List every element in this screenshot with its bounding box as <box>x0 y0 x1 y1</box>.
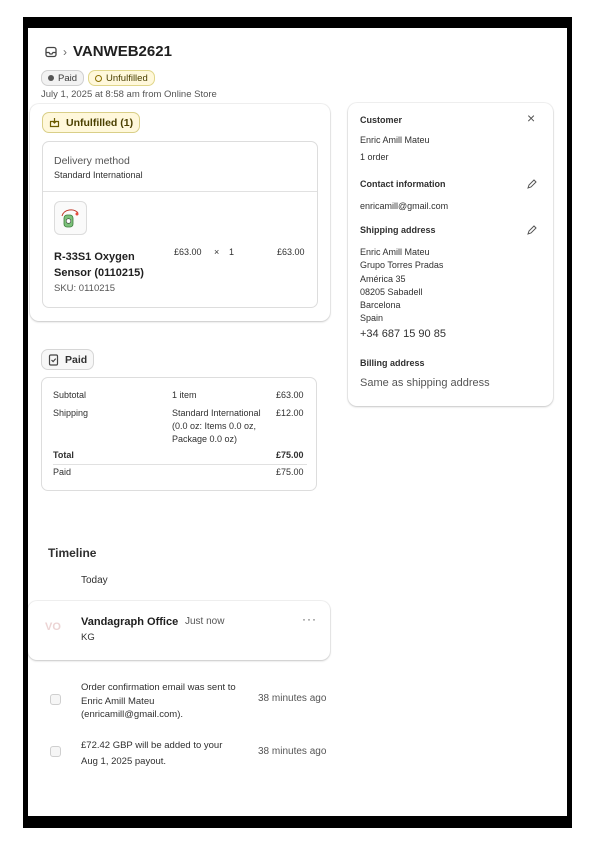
subtotal-row: Subtotal 1 item £63.00 <box>53 390 304 400</box>
contact-info-label: Contact information <box>360 179 446 189</box>
comment-text: KG <box>81 632 95 643</box>
orders-inbox-icon[interactable] <box>45 46 57 58</box>
divider <box>43 191 317 192</box>
unit-price: £63.00 <box>174 247 202 257</box>
paid-status-badge: Paid <box>41 70 84 86</box>
more-actions-icon[interactable]: ··· <box>302 612 317 626</box>
unfulfilled-status-badge: Unfulfilled <box>88 70 155 86</box>
fulfillment-card <box>30 104 330 321</box>
product-sku: SKU: 0110215 <box>54 283 116 294</box>
event-time: 38 minutes ago <box>258 746 327 757</box>
paid-header: Paid <box>41 349 94 370</box>
oxygen-sensor-image-icon <box>55 202 86 234</box>
comment-author: Vandagraph Office <box>81 616 179 628</box>
shipping-address <box>360 246 443 326</box>
order-number: VANWEB2621 <box>73 43 172 60</box>
timeline-today: Today <box>81 575 108 586</box>
order-page <box>28 28 567 816</box>
customer-card <box>348 103 553 406</box>
payment-summary <box>41 377 317 491</box>
paid-row: Paid £75.00 <box>53 467 304 477</box>
shipping-row: Shipping Standard International (0.0 oz: Items 0.0 oz, Package 0.0 oz) £12.00 <box>53 408 304 444</box>
receipt-check-icon <box>48 354 59 366</box>
delivery-method-value: Standard International <box>54 170 143 180</box>
breadcrumb-chevron-icon: › <box>63 44 67 59</box>
address-line: 08205 Sabadell <box>360 286 423 297</box>
address-line: Spain <box>360 313 384 324</box>
close-icon[interactable]: × <box>527 110 536 126</box>
address-line: Grupo Torres Pradas <box>360 260 444 271</box>
status-badges <box>41 70 155 86</box>
address-line: Enric Amill Mateu <box>360 247 430 257</box>
billing-address-label: Billing address <box>360 358 425 368</box>
page-header <box>45 43 172 60</box>
avatar: VO <box>45 621 61 633</box>
event-text: Order confirmation email was sent to Enric Amill Mateu (enricamill@gmail.com). <box>81 682 236 720</box>
timeline-comment <box>28 601 330 660</box>
customer-orders[interactable]: 1 order <box>360 152 389 162</box>
product-name[interactable]: R-33S1 Oxygen Sensor (0110215) <box>54 251 144 279</box>
customer-title: Customer <box>360 115 403 125</box>
product-thumbnail[interactable] <box>54 201 87 235</box>
customer-email[interactable]: enricamill@gmail.com <box>360 201 449 211</box>
customer-name[interactable]: Enric Amill Mateu <box>360 135 430 145</box>
event-time: 38 minutes ago <box>258 693 327 704</box>
quantity: 1 <box>229 247 235 257</box>
times-sign: × <box>214 247 220 257</box>
address-line: América 35 <box>360 273 406 284</box>
event-bullet-icon <box>50 746 61 757</box>
timeline-title: Timeline <box>48 546 97 560</box>
shipping-address-label: Shipping address <box>360 225 436 235</box>
delivery-method-label: Delivery method <box>54 155 130 167</box>
unfulfilled-header: Unfulfilled (1) <box>42 112 140 133</box>
billing-address-value: Same as shipping address <box>360 377 490 389</box>
edit-contact-pencil-icon[interactable] <box>526 179 537 190</box>
unfulfilled-box-icon <box>49 117 60 128</box>
unfulfilled-ring-icon <box>95 75 102 82</box>
event-text: £72.42 GBP will be added to your Aug 1, 2025 payout. <box>81 740 223 767</box>
address-line: Barcelona <box>360 300 401 311</box>
total-row: Total £75.00 <box>53 450 304 460</box>
line-total: £63.00 <box>277 247 305 257</box>
comment-time: Just now <box>185 616 225 627</box>
paid-dot-icon <box>48 75 54 81</box>
customer-phone[interactable]: +34 687 15 90 85 <box>360 328 446 340</box>
fulfillment-details <box>42 141 318 308</box>
order-date: July 1, 2025 at 8:58 am from Online Store <box>41 89 217 100</box>
event-bullet-icon <box>50 694 61 705</box>
divider <box>53 464 307 465</box>
edit-address-pencil-icon[interactable] <box>526 225 537 236</box>
